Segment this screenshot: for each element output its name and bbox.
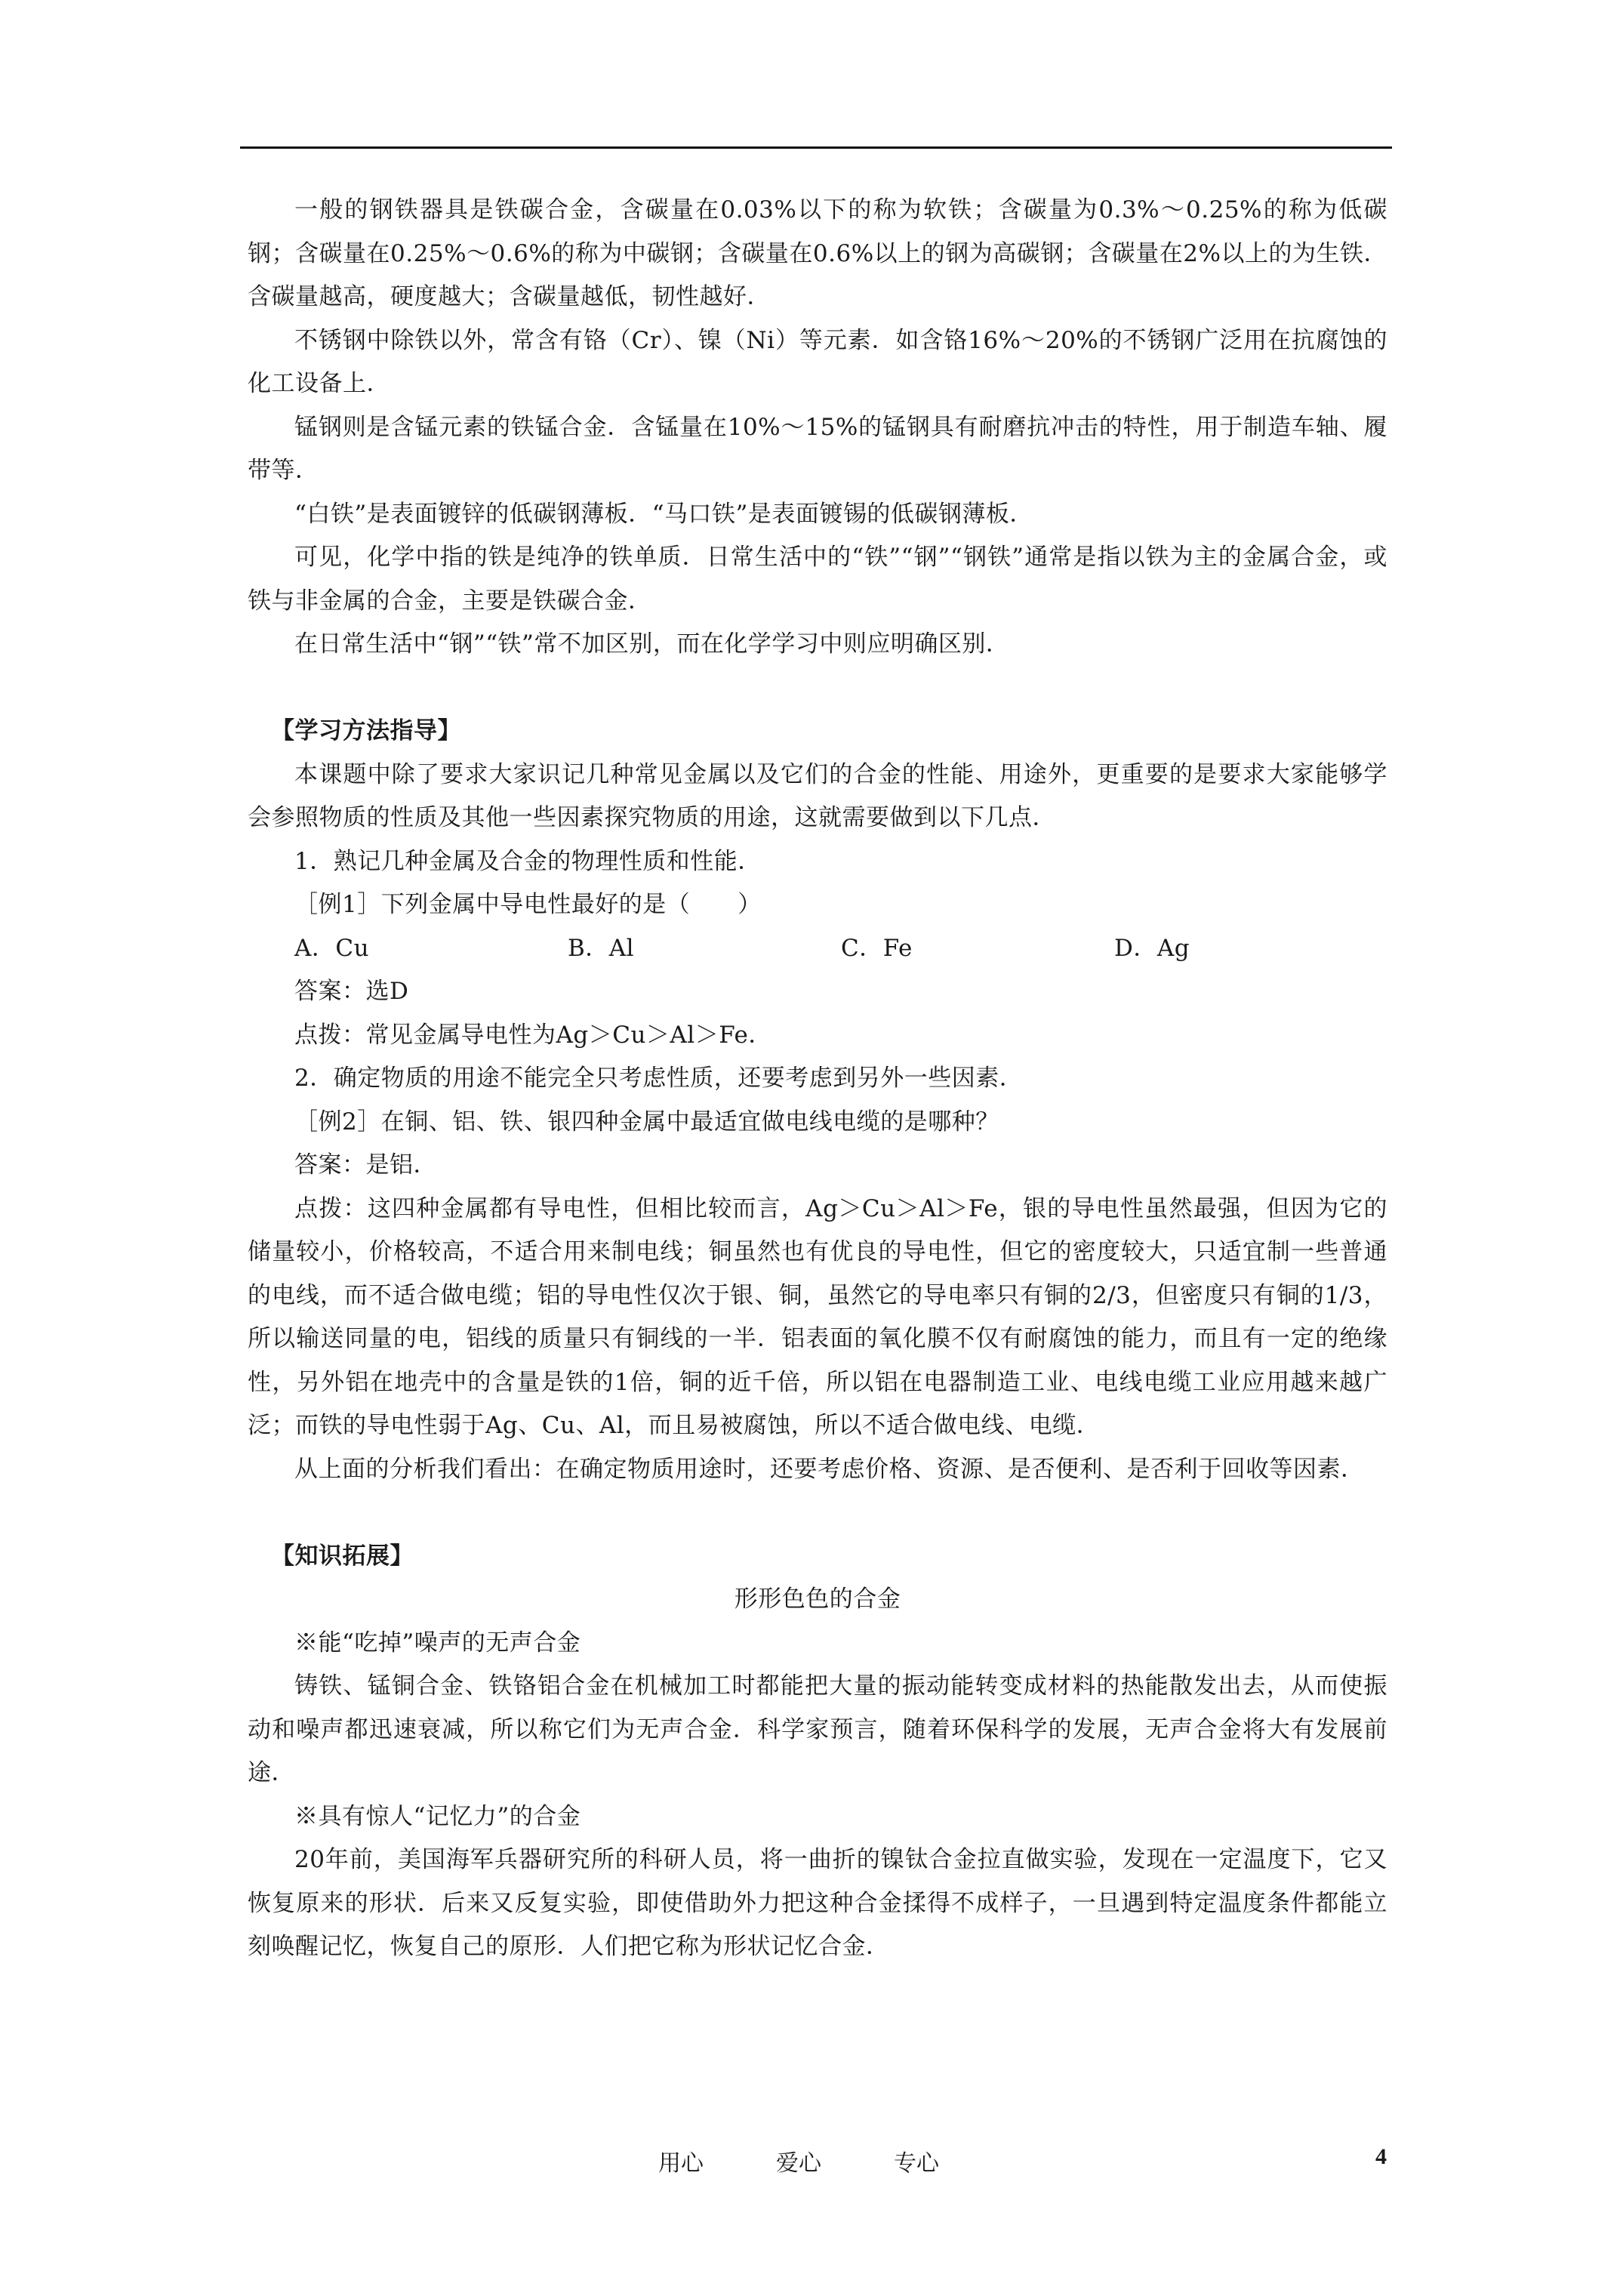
option-a: A．Cu [294, 934, 370, 962]
paragraph: 在日常生活中“钢”“铁”常不加区别，而在化学学习中则应明确区别． [294, 630, 1010, 658]
spacer [248, 1491, 1387, 1535]
paragraph: 本课题中除了要求大家识记几种常见金属以及它们的合金的性能、用途外，更重要的是要求大家能够学会参照物质的性质及其他一些因素探究物质的用途，这就需要做到以下几点． [248, 760, 1387, 831]
conclusion: 从上面的分析我们看出：在确定物质用途时，还要考虑价格、资源、是否便利、是否利于回收等因素． [294, 1455, 1365, 1483]
header-rule [240, 146, 1392, 149]
section-heading-knowledge-extension: 【知识拓展】 [271, 1542, 414, 1570]
example-1: ［例1］下列金属中导电性最好的是（ ） [294, 891, 762, 918]
section-heading-study-method: 【学习方法指导】 [271, 717, 461, 744]
paragraph: 不锈钢中除铁以外，常含有铬（Cr）、镍（Ni）等元素．如含铬16%～20%的不锈钢广泛用在抗腐蚀的化工设备上． [248, 326, 1387, 397]
subheading-silent-alloy: ※能“吃掉”噪声的无声合金 [294, 1629, 581, 1657]
option-d: D．Ag [1114, 934, 1190, 962]
page-number: 4 [1375, 2144, 1387, 2169]
footer-word: 用心 [658, 2150, 704, 2177]
footer-word: 专心 [894, 2150, 939, 2177]
answer-2: 答案：是铝． [294, 1151, 437, 1179]
option-c: C．Fe [841, 934, 913, 962]
paragraph: 锰钢则是含锰元素的铁锰合金．含锰量在10%～15%的锰钢具有耐磨抗冲击的特性，用于制造车轴、履带等． [248, 413, 1387, 484]
footer-motto [658, 2144, 939, 2177]
point-1: 1．熟记几种金属及合金的物理性质和性能． [294, 847, 762, 875]
article-title: 形形色色的合金 [734, 1586, 901, 1613]
example-2: ［例2］在铜、铝、铁、银四种金属中最适宜做电线电缆的是哪种？ [294, 1108, 999, 1136]
hint-1: 点拨：常见金属导电性为Ag＞Cu＞Al＞Fe． [294, 1021, 772, 1049]
paragraph: “白铁”是表面镀锌的低碳钢薄板．“马口铁”是表面镀锡的低碳钢薄板． [294, 500, 1033, 528]
subheading-memory-alloy: ※具有惊人“记忆力”的合金 [294, 1802, 581, 1830]
spacer [248, 667, 1387, 710]
point-2: 2．确定物质的用途不能完全只考虑性质，还要考虑到另外一些因素． [294, 1065, 1024, 1092]
paragraph: 铸铁、锰铜合金、铁铬铝合金在机械加工时都能把大量的振动能转变成材料的热能散发出去，从而使振动和噪声都迅速衰减，所以称它们为无声合金．科学家预言，随着环保科学的发展，无声合金将大有发展前途． [248, 1672, 1387, 1786]
answer-options [248, 927, 1387, 971]
footer-word: 爱心 [776, 2150, 821, 2177]
page-body [248, 189, 1387, 1969]
option-b: B．Al [568, 934, 635, 962]
paragraph: 20年前，美国海军兵器研究所的科研人员，将一曲折的镍钛合金拉直做实验，发现在一定温度下，它又恢复原来的形状．后来又反复实验，即使借助外力把这种合金揉得不成样子，一旦遇到特定温度条件都能立刻唤醒记忆，恢复自己的原形．人们把它称为形状记忆合金． [248, 1846, 1387, 1960]
paragraph: 一般的钢铁器具是铁碳合金，含碳量在0.03%以下的称为软铁；含碳量为0.3%～0.25%的称为低碳钢；含碳量在0.25%～0.6%的称为中碳钢；含碳量在0.6%以上的钢为高碳钢；含碳量在2%以上的为生铁．含碳量越高，硬度越大；含碳量越低，韧性越好． [248, 196, 1387, 310]
answer-1: 答案：选D [294, 978, 409, 1005]
hint-2: 点拨：这四种金属都有导电性，但相比较而言，Ag＞Cu＞Al＞Fe，银的导电性虽然最强，但因为它的储量较小，价格较高，不适合用来制电线；铜虽然也有优良的导电性，但它的密度较大，只适宜制一些普通的电线，而不适合做电缆；铝的导电性仅次于银、铜，虽然它的导电率只有铜的2/3，但密度只有铜的1/3，所以输送同量的电，铝线的质量只有铜线的一半．铝表面的氧化膜不仅有耐腐蚀的能力，而且有一定的绝缘性，另外铝在地壳中的含量是铁的1倍，铜的近千倍，所以铝在电器制造工业、电线电缆工业应用越来越广泛；而铁的导电性弱于Ag、Cu、Al，而且易被腐蚀，所以不适合做电线、电缆． [248, 1194, 1387, 1439]
paragraph: 可见，化学中指的铁是纯净的铁单质．日常生活中的“铁”“钢”“钢铁”通常是指以铁为主的金属合金，或铁与非金属的合金，主要是铁碳合金． [248, 544, 1387, 615]
